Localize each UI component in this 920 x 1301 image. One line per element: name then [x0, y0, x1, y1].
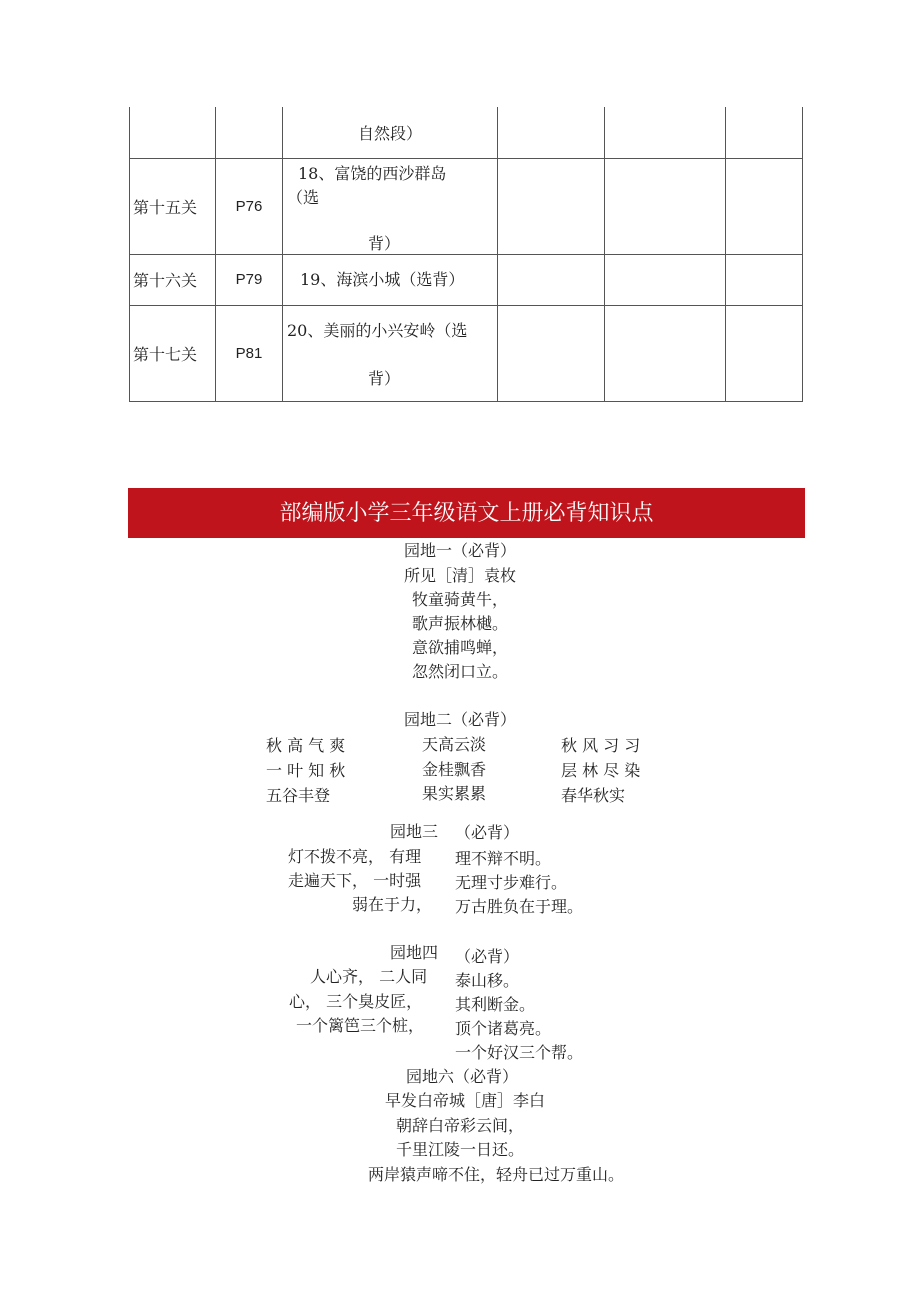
empty-cell [605, 158, 726, 254]
proverb-part: 万古胜负在于理。 [455, 897, 584, 916]
proverb-part: 弱在于力， [352, 895, 433, 914]
section-heading-note: （必背） [455, 947, 520, 966]
idiom: 秋 高 气 爽 [266, 736, 346, 755]
title-cell [283, 107, 498, 158]
proverb-part: 其利断金。 [455, 995, 536, 1014]
poem-line: 忽然闭口立。 [411, 662, 508, 681]
section-heading: 园地二（必背） [403, 710, 516, 729]
table-row [130, 305, 803, 401]
section-banner: 部编版小学三年级语文上册必背知识点 [128, 488, 805, 538]
poem-line: 千里江陵一日还。 [395, 1140, 524, 1159]
proverb-part: 一个篱笆三个桩， [296, 1016, 425, 1035]
poem-line: 意欲捕鸣蝉， [411, 638, 508, 657]
idiom: 果实累累 [422, 784, 487, 803]
page-cell: P81 [216, 305, 283, 401]
page-cell: P79 [216, 254, 283, 305]
empty-cell [726, 107, 803, 158]
idiom: 一 叶 知 秋 [266, 761, 346, 780]
title-line: 20、美丽的小兴安岭（选 [287, 320, 468, 340]
empty-cell [726, 305, 803, 401]
title-line: 背） [368, 233, 401, 253]
poem-title: 早发白帝城［唐］李白 [384, 1091, 545, 1110]
proverb-part: 一个好汉三个帮。 [455, 1043, 584, 1062]
table-row [130, 158, 803, 254]
section-heading: 园地六（必背） [405, 1067, 518, 1086]
idiom: 五谷丰登 [266, 786, 331, 805]
empty-cell [605, 107, 726, 158]
poem-line: 歌声振林樾。 [411, 614, 508, 633]
title-line: 18、富饶的西沙群岛 [298, 163, 447, 183]
proverb-part: 泰山移。 [455, 971, 520, 990]
table-row [130, 254, 803, 305]
empty-cell [498, 107, 605, 158]
empty-cell [498, 254, 605, 305]
idiom: 天高云淡 [422, 735, 487, 754]
level-cell [130, 107, 216, 158]
idiom: 金桂飘香 [422, 760, 487, 779]
poem-line: 朝辞白帝彩云间， [395, 1116, 524, 1135]
proverb-part: 无理寸步难行。 [455, 873, 568, 892]
proverb-part: 心， 三个臭皮匠， [289, 992, 423, 1011]
title-line: 背） [368, 368, 401, 388]
level-cell: 第十七关 [130, 305, 216, 401]
section-heading-note: （必背） [455, 823, 520, 842]
empty-cell [605, 254, 726, 305]
empty-cell [726, 158, 803, 254]
empty-cell [605, 305, 726, 401]
level-cell: 第十五关 [130, 158, 216, 254]
proverb-part: 理不辩不明。 [455, 849, 552, 868]
empty-cell [498, 305, 605, 401]
empty-cell [726, 254, 803, 305]
schedule-table [129, 107, 803, 402]
poem-line: 两岸猿声啼不住，轻舟已过万重山。 [368, 1165, 625, 1184]
title-line: 19、海滨小城（选背） [300, 269, 465, 289]
section-heading: 园地一（必背） [403, 541, 516, 560]
proverb-part: 人心齐， 二人同 [310, 967, 428, 986]
poem-title: 所见［清］袁枚 [403, 566, 516, 585]
proverb-part: 顶个诸葛亮。 [455, 1019, 552, 1038]
title-line: 自然段） [358, 124, 423, 143]
section-heading: 园地三 [390, 822, 439, 841]
empty-cell [498, 158, 605, 254]
table-row [130, 107, 803, 158]
page-cell [216, 107, 283, 158]
title-line: （选 [287, 187, 320, 207]
idiom: 秋 风 习 习 [561, 736, 641, 755]
title-cell [283, 254, 498, 305]
page-cell: P76 [216, 158, 283, 254]
section-heading: 园地四 [390, 943, 439, 962]
idiom: 层 林 尽 染 [561, 761, 641, 780]
proverb-part: 走遍天下， 一时强 [288, 871, 422, 890]
poem-line: 牧童骑黄牛， [411, 590, 508, 609]
idiom: 春华秋实 [561, 786, 626, 805]
title-cell [283, 158, 498, 254]
title-cell [283, 305, 498, 401]
proverb-part: 灯不拨不亮， 有理 [288, 847, 422, 866]
level-cell: 第十六关 [130, 254, 216, 305]
